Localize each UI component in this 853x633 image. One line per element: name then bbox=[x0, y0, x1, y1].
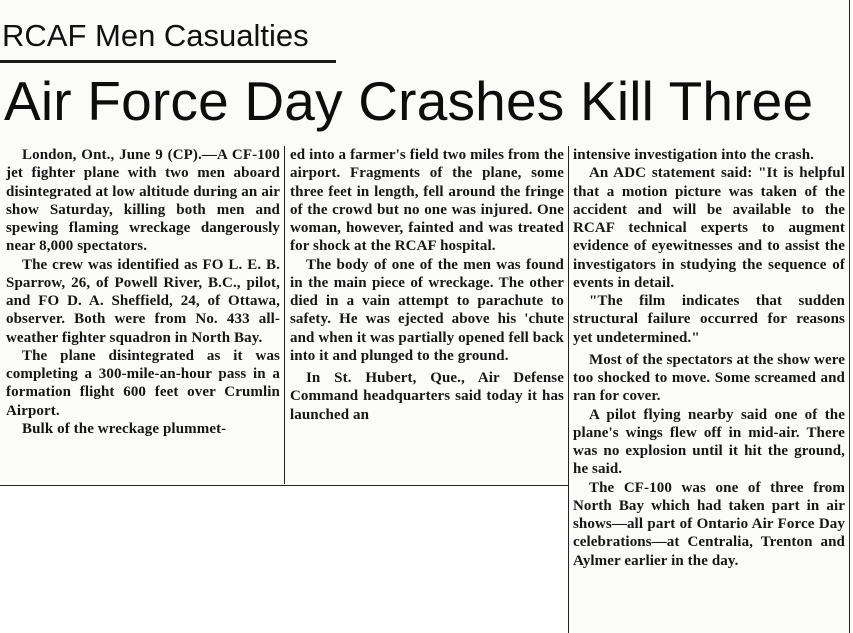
paragraph-text: Air Defense Command headquarters said today it has launched an bbox=[290, 370, 564, 423]
paragraph-text: —A CF-100 jet fighter plane with two men aboard disintegrated at low altitude during an air show Saturday, killing both men and spewing flaming wreckage dangerously near 8,000 spectators. bbox=[6, 147, 280, 255]
paragraph: The CF-100 was one of three from North Bay which had taken part in air shows—all part of Ontario Air Force Day celebrations—at Centralia, Trenton and Aylmer earlier in the day. bbox=[573, 479, 845, 569]
paragraph: The body of one of the men was found in the main piece of wreckage. The other died in a vain attempt to parachute to safety. He was ejected above his 'chute and when it was partially opened fell back into it and plunged to the ground. bbox=[290, 256, 564, 364]
column-divider-1 bbox=[284, 146, 285, 484]
paragraph: The plane disintegrated as it was completing a 300-mile-an-hour pass in a formation flight 600 feet over Crumlin Airport. bbox=[6, 347, 280, 419]
clipping-right-edge bbox=[849, 0, 850, 633]
dateline: In St. Hubert, Que., bbox=[306, 370, 465, 386]
kicker-heading: RCAF Men Casualties bbox=[2, 18, 309, 53]
paragraph: ed into a farmer's field two miles from the airport. Fragments of the plane, some three feet in length, fell around the fringe of the crowd but no one was injured. One woman, however, fainted and was treated for shock at the RCAF hospital. bbox=[290, 147, 564, 255]
paragraph: "The film indicates that sudden structural failure occurred for reasons yet undetermined." bbox=[573, 293, 845, 346]
paragraph: The crew was identified as FO L. E. B. Sparrow, 26, of Powell River, B.C., pilot, and FO D. A. Sheffield, 24, of Ottawa, observer. Both were from No. 433 all-weather fighter squadron in North Bay. bbox=[6, 256, 280, 346]
paragraph: Bulk of the wreckage plummet- bbox=[22, 420, 227, 437]
article-column-1 bbox=[6, 146, 280, 438]
blank-area bbox=[0, 486, 568, 633]
headline: Air Force Day Crashes Kill Three bbox=[4, 70, 814, 132]
article-column-3 bbox=[573, 146, 845, 570]
paragraph: intensive investigation into the crash. bbox=[573, 147, 814, 163]
paragraph: A pilot flying nearby said one of the plane's wings flew off in mid-air. There was no explosion until it hit the ground, he said. bbox=[573, 406, 845, 478]
paragraph bbox=[6, 146, 280, 256]
dateline: London, Ont., June 9 (CP). bbox=[22, 147, 202, 163]
article-column-2 bbox=[290, 146, 564, 424]
paragraph bbox=[290, 369, 564, 424]
paragraph: Most of the spectators at the show were too shocked to move. Some screamed and ran for cover. bbox=[573, 351, 845, 405]
paragraph: An ADC statement said: "It is helpful that a motion picture was taken of the accident and will be available to the RCAF technical experts to augment evidence of eyewitnesses and to assist the investigators in studying the sequence of events in detail. bbox=[573, 165, 845, 291]
column-divider-2 bbox=[568, 146, 569, 633]
kicker-underline bbox=[0, 60, 336, 63]
